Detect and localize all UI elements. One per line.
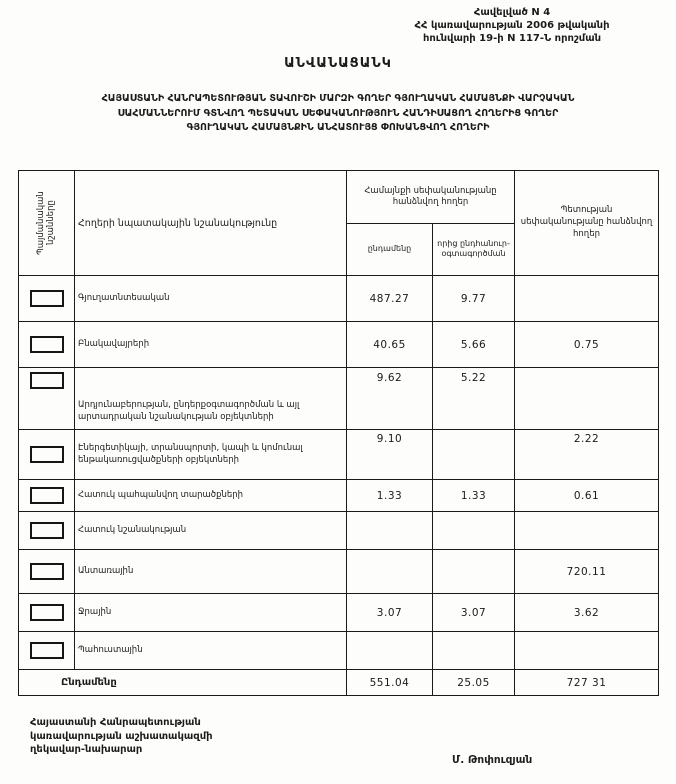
signature-line-2: կառավարության աշխատակազմի: [30, 730, 213, 742]
table-row: [19, 480, 659, 512]
subtitle-line-3: ԳՅՈՒՂԱԿԱՆ ՀԱՄԱՅՆՔԻՆ ԱՆՀԱՏՈՒՅՑ ՓՈԽԱՆՑՎՈՂ ՀՈՂԵՐԻ: [186, 122, 490, 134]
document-title: ԱՆՎԱՆԱՑԱՆԿ: [284, 56, 392, 71]
land-category-label: Արդյունաբերության, ընդերքօգտագործման և այլ արտադրական նշանակության օբյեկտների: [75, 368, 347, 430]
land-category-label: Անտառային: [75, 550, 347, 594]
legend-box: [30, 522, 64, 539]
total-value-state: 727 31: [515, 670, 659, 696]
legend-box: [30, 563, 64, 580]
value-total: 487.27: [347, 276, 433, 322]
legend-cell: [19, 550, 75, 594]
value-state: 720.11: [515, 550, 659, 594]
signature-line-3: ղեկավար-նախարար: [30, 744, 143, 755]
value-common-use: [433, 512, 515, 550]
subtitle-line-2: ՍԱՀՄԱՆՆԵՐՈՒՄ ԳՏՆՎՈՂ ՊԵՏԱԿԱՆ ՍԵՓԱԿԱՆՈՒԹՅՈՒՆ ՀԱՆԴԻՍԱՑՈՂ ՀՈՂԵՐԻՑ ԳՈՂԵՐ: [117, 107, 559, 119]
column-header-symbols: [19, 171, 75, 276]
value-total: [347, 550, 433, 594]
legend-cell: [19, 276, 75, 322]
legend-cell: [19, 512, 75, 550]
legend-box: [30, 487, 64, 504]
appendix-block: [382, 6, 642, 45]
legend-box: [30, 642, 64, 659]
land-category-label: Հատուկ նշանակության: [75, 512, 347, 550]
column-header-total: ընդամենը: [347, 223, 433, 276]
table-row: [19, 594, 659, 632]
value-state: 3.62: [515, 594, 659, 632]
legend-box: [30, 290, 64, 307]
land-category-label: Գյուղատնտեսական: [75, 276, 347, 322]
legend-box: [30, 336, 64, 353]
land-category-label: Հատուկ պահպանվող տարածքների: [75, 480, 347, 512]
table-row: [19, 632, 659, 670]
legend-cell: [19, 322, 75, 368]
legend-cell: [19, 480, 75, 512]
appendix-line-2: ՀՀ կառավարության 2006 թվականի: [414, 20, 610, 31]
table-row: [19, 512, 659, 550]
legend-cell: [19, 594, 75, 632]
signature-line-1: Հայաստանի Հանրապետության: [30, 717, 201, 728]
value-state: [515, 276, 659, 322]
value-total: 40.65: [347, 322, 433, 368]
land-category-label: Պահուստային: [75, 632, 347, 670]
legend-cell: [19, 430, 75, 480]
signature-block: [30, 716, 213, 757]
table-row: [19, 322, 659, 368]
value-state: 0.61: [515, 480, 659, 512]
column-group-community: Համայնքի սեփականությանը հանձնվող հողեր: [347, 171, 515, 224]
value-common-use: 5.22: [433, 368, 515, 430]
total-value-common-use: 25.05: [433, 670, 515, 696]
column-header-state: Պետության սեփականությանը հանձնվող հողեր: [515, 171, 659, 276]
value-total: 9.10: [347, 430, 433, 480]
value-common-use: [433, 550, 515, 594]
value-common-use: 3.07: [433, 594, 515, 632]
legend-box: [30, 372, 64, 389]
value-common-use: 1.33: [433, 480, 515, 512]
land-category-label: Էներգետիկայի, տրանսպորտի, կապի և կոմունալ ենթակառուցվածքների օբյեկտների: [75, 430, 347, 480]
table-row: [19, 276, 659, 322]
signatory-name: Մ. Թոփուզյան: [452, 754, 533, 766]
legend-cell: [19, 632, 75, 670]
table-row: [19, 550, 659, 594]
value-state: [515, 632, 659, 670]
value-state: 2.22: [515, 430, 659, 480]
value-state: [515, 512, 659, 550]
table-row: [19, 368, 659, 430]
legend-box: [30, 446, 64, 463]
value-common-use: [433, 430, 515, 480]
value-common-use: 5.66: [433, 322, 515, 368]
value-total: [347, 632, 433, 670]
total-row-label: Ընդամենը: [19, 670, 347, 696]
value-state: 0.75: [515, 322, 659, 368]
land-categories-table: [18, 170, 659, 696]
appendix-line-3: հունվարի 19-ի N 117-Ն որոշման: [422, 33, 602, 44]
document-subtitle: [8, 92, 668, 136]
appendix-line-1: Հավելված N 4: [473, 7, 551, 18]
value-total: [347, 512, 433, 550]
table-total-row: [19, 670, 659, 696]
subtitle-line-1: ՀԱՅԱՍՏԱՆԻ ՀԱՆՐԱՊԵՏՈՒԹՅԱՆ ՏԱՎՈՒՇԻ ՄԱՐԶԻ ԳՈՂԵՐ ԳՅՈՒՂԱԿԱՆ ՀԱՄԱՅՆՔԻ ՎԱՐՉԱԿԱՆ: [101, 93, 575, 104]
legend-cell: [19, 368, 75, 430]
land-category-label: Բնակավայրերի: [75, 322, 347, 368]
value-total: 1.33: [347, 480, 433, 512]
total-value-total: 551.04: [347, 670, 433, 696]
legend-box: [30, 604, 64, 621]
value-total: 9.62: [347, 368, 433, 430]
column-header-symbols-label: Պայմանական նշանները: [36, 191, 57, 255]
value-state: [515, 368, 659, 430]
value-common-use: [433, 632, 515, 670]
column-header-common-use: որից ընդհանուր-օգտագործման: [433, 223, 515, 276]
table-row: [19, 430, 659, 480]
land-category-label: Ջրային: [75, 594, 347, 632]
value-total: 3.07: [347, 594, 433, 632]
column-header-purpose: Հողերի նպատակային նշանակությունը: [75, 171, 347, 276]
value-common-use: 9.77: [433, 276, 515, 322]
